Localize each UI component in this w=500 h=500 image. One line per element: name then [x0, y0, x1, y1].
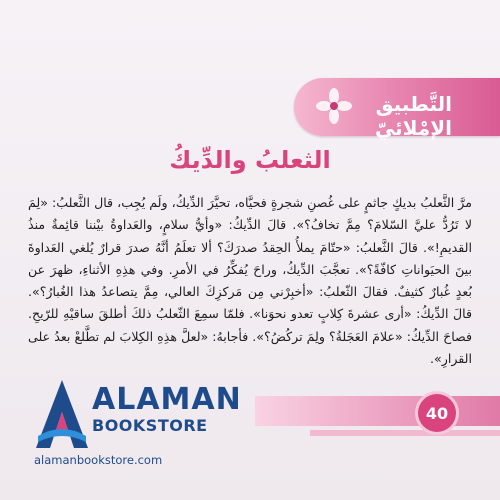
- footer-decoration-line: [310, 430, 500, 436]
- letter-a-logo-icon: [34, 378, 90, 450]
- banner-title: التَّطبيق الإمْلائيّ: [374, 92, 452, 140]
- page-number: 40: [418, 394, 456, 432]
- brand-name: ALAMAN: [92, 382, 242, 417]
- footer-decoration: [255, 396, 500, 426]
- bookstore-logo: [34, 378, 242, 474]
- brand-subname: BOOKSTORE: [92, 416, 208, 435]
- brand-url: alamanbookstore.com: [34, 453, 163, 467]
- story-paragraph: مرَّ الثَّعلبُ بديكٍ جاثمٍ على غُصنِ شجرةٍ فحيَّاه، تحيَّرَ الدِّيكُ، ولَم يُجِب، قال الثَّعلبُ: «لِمَ لا تَرُدُّ عليَّ السّلامَ؟ مِمَّ تخافُ؟». قالَ الدِّيكُ: «وأيُّ سلامٍ، والعَداوةُ بيْننا قائِمةٌ منذُ القديمِ!». قالَ الثَّعلبُ: «حتّامَ يملأُ الحِقدُ صدرَكَ؟ ألا تعلَمُ أنَّهُ صدرَ قرارٌ يُلغي العَداوةَ بينَ الحيَواناتِ كافّةً؟». تعجَّبَ الدِّيكُ، وراحَ يُفكِّرُ في الأمرِ. وفي هذِهِ الأثناءِ، ظهرَ عن بُعدٍ غُبارٌ كثيفٌ. فقالَ الثّعلبُ: «أخبِرْني مِن مَركزِكَ العالي، مِمَّ يتصاعدُ هذا الغُبارُ؟». قالَ الدِّيكُ: «أرى عشرةَ كِلابٍ تعدو نحوَنا». فلمّا سمِعَ الثّعلبُ ذلكَ أطلقَ ساقيْهِ للرّيحِ. فصاحَ الدِّيكُ: «علامَ العَجَلةُ؟ ولِمَ تركُضُ؟». فأجابهُ: «لعلَّ هذِهِ الكِلابَ لم تطَّلعْ بعدُ على القرارِ».: [28, 195, 472, 367]
- section-banner: [294, 78, 500, 140]
- story-title: الثعلبُ والدِّيكُ: [169, 146, 331, 174]
- story-body: [28, 192, 472, 370]
